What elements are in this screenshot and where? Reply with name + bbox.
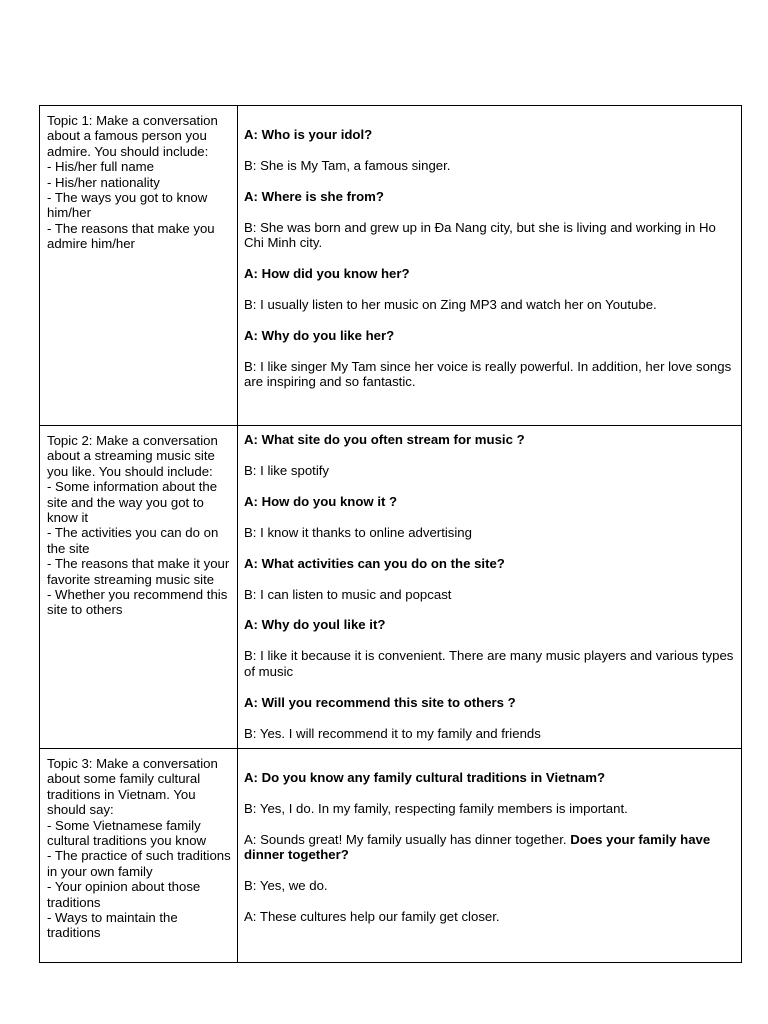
dialogue-statement: A: Sounds great! My family usually has dinner together. <box>244 831 567 847</box>
topic-3-bullet-3: - Your opinion about those traditions <box>47 879 201 910</box>
dialogue-answer: B: I know it thanks to online advertising <box>244 524 472 540</box>
dialogue-answer: B: Yes. I will recommend it to my family and friends <box>244 725 541 741</box>
topic-1-bullet-3: - The ways you got to know him/her <box>47 190 208 221</box>
topic-1-bullet-1: - His/her full name <box>47 159 155 175</box>
topic-2-bullet-2: - The activities you can do on the site <box>47 525 219 556</box>
topic-1-dialogue-cell <box>238 106 742 426</box>
topic-3-dialogue-cell <box>238 749 742 963</box>
topic-1-bullet-4: - The reasons that make you admire him/her <box>47 220 215 252</box>
topic-row-2 <box>40 426 742 749</box>
dialogue-answer: B: I usually listen to her music on Zing MP3 and watch her on Youtube. <box>244 296 657 312</box>
dialogue-answer: B: I like it because it is convenient. There are many music players and various types of music <box>244 648 734 679</box>
topic-3-bullet-4: - Ways to maintain the traditions <box>47 910 178 941</box>
conversation-topics-table <box>39 105 742 963</box>
topic-1-bullet-2: - His/her nationality <box>47 174 160 190</box>
dialogue-question: Does your family have dinner together? <box>244 831 711 863</box>
topic-3-bullet-1: - Some Vietnamese family cultural traditions you know <box>47 817 207 849</box>
dialogue-question: A: Why do youl like it? <box>244 617 386 633</box>
dialogue-answer: B: She is My Tam, a famous singer. <box>244 157 451 173</box>
topic-2-bullet-3: - The reasons that make it your favorite streaming music site <box>47 556 230 587</box>
dialogue-question: A: Do you know any family cultural traditions in Vietnam? <box>244 770 606 785</box>
dialogue-answer: B: She was born and grew up in Đa Nang city, but she is living and working in Ho Chi Minh city. <box>244 219 716 251</box>
topic-2-bullet-4: - Whether you recommend this site to others <box>47 587 228 618</box>
dialogue-question: A: Will you recommend this site to others ? <box>244 694 516 710</box>
dialogue-answer: B: Yes, we do. <box>244 878 328 894</box>
topic-3-prompt-cell <box>40 749 238 963</box>
topic-2-prompt-cell <box>40 426 238 749</box>
dialogue-statement: A: These cultures help our family get closer. <box>244 909 500 925</box>
dialogue-answer: B: I like spotify <box>244 462 330 478</box>
dialogue-question: A: What activities can you do on the site? <box>244 555 505 571</box>
topic-3-heading: Topic 3: Make a conversation about some family cultural traditions in Vietnam. You should say: <box>47 756 218 818</box>
topic-2-bullet-1: - Some information about the site and the way you got to know it <box>47 479 218 526</box>
topic-1-heading: Topic 1: Make a conversation about a famous person you admire. You should include: <box>47 113 218 159</box>
topic-row-3 <box>40 749 742 963</box>
dialogue-mixed-line <box>244 832 735 863</box>
dialogue-question: A: Who is your idol? <box>244 127 373 142</box>
dialogue-answer: B: I like singer My Tam since her voice is really powerful. In addition, her love songs are inspiring and so fantastic. <box>244 358 732 390</box>
dialogue-question: A: Why do you like her? <box>244 327 395 343</box>
dialogue-answer: B: I can listen to music and popcast <box>244 586 452 602</box>
dialogue-question: A: How do you know it ? <box>244 493 398 509</box>
dialogue-question: A: What site do you often stream for music ? <box>244 432 525 447</box>
topic-3-bullet-2: - The practice of such traditions in your own family <box>47 848 231 879</box>
dialogue-question: A: How did you know her? <box>244 266 410 282</box>
topic-2-heading: Topic 2: Make a conversation about a streaming music site you like. You should include: <box>47 433 218 479</box>
dialogue-question: A: Where is she from? <box>244 188 384 204</box>
dialogue-answer: B: Yes, I do. In my family, respecting family members is important. <box>244 800 628 816</box>
topic-row-1 <box>40 106 742 426</box>
topic-1-prompt-cell <box>40 106 238 426</box>
topic-2-dialogue-cell <box>238 426 742 749</box>
